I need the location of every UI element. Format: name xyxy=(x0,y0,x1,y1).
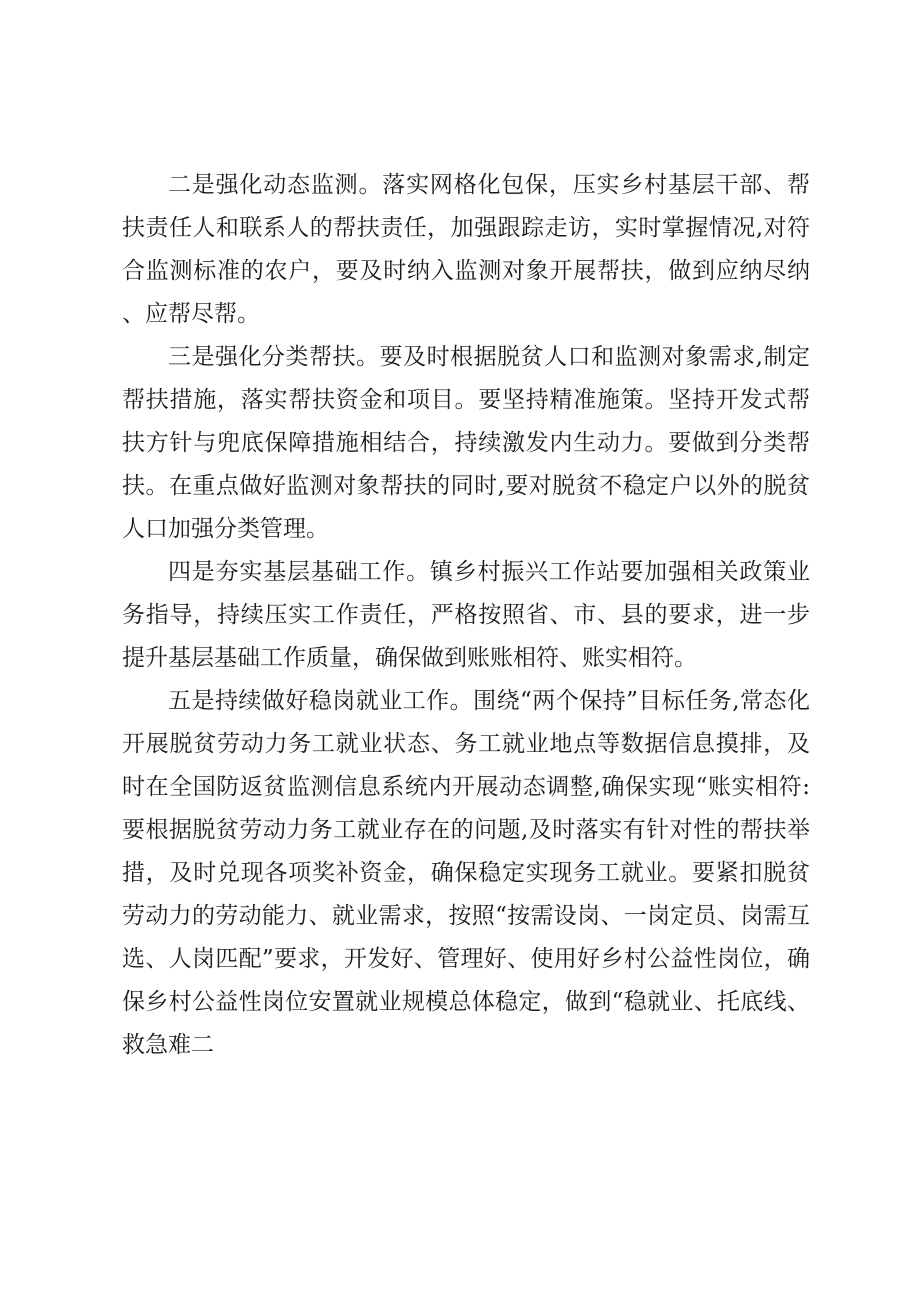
paragraph-dynamic-monitoring: 二是强化动态监测。落实网格化包保，压实乡村基层干部、帮扶责任人和联系人的帮扶责任，加强跟踪走访，实时掌握情况,对符合监测标准的农户，要及时纳入监测对象开展帮扶，做到应纳尽纳、应帮尽帮。 xyxy=(122,172,810,327)
paragraph-classified-assistance: 三是强化分类帮扶。要及时根据脱贫人口和监测对象需求,制定帮扶措施，落实帮扶资金和项目。要坚持精准施策。坚持开发式帮扶方针与兜底保障措施相结合，持续激发内生动力。要做到分类帮扶。在重点做好监测对象帮扶的同时,要对脱贫不稳定户以外的脱贫人口加强分类管理。 xyxy=(122,344,810,542)
paragraph-stable-employment: 五是持续做好稳岗就业工作。围绕“两个保持”目标任务,常态化开展脱贫劳动力务工就业状态、务工就业地点等数据信息摸排，及时在全国防返贫监测信息系统内开展动态调整,确保实现“账实相符:要根据脱贫劳动力务工就业存在的问题,及时落实有针对性的帮扶举措，及时兑现各项奖补资金，确保稳定实现务工就业。要紧扣脱贫劳动力的劳动能力、就业需求，按照“按需设岗、一岗定员、岗需互选、人岗匹配”要求，开发好、管理好、使用好乡村公益性岗位，确保乡村公益性岗位安置就业规模总体稳定，做到“稳就业、托底线、救急难二 xyxy=(122,688,810,1058)
document-body xyxy=(122,164,810,1067)
paragraph-grassroots-work: 四是夯实基层基础工作。镇乡村振兴工作站要加强相关政策业务指导，持续压实工作责任，严格按照省、市、县的要求，进一步提升基层基础工作质量，确保做到账账相符、账实相符。 xyxy=(122,559,810,671)
